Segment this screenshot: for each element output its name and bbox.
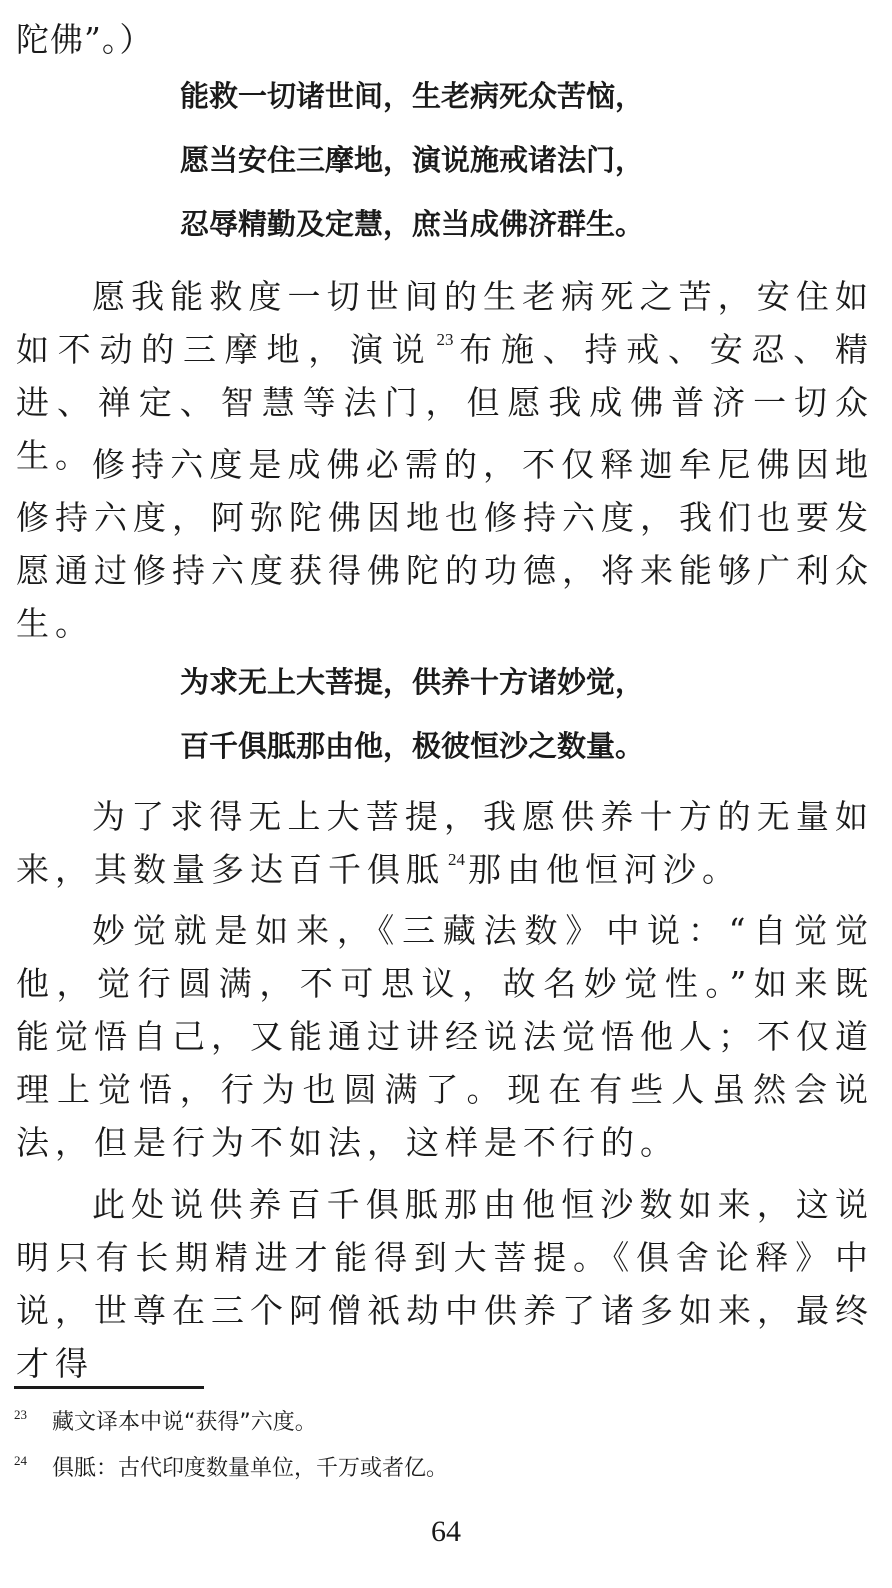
verse-line: 为求无上大菩提，供养十方诸妙觉， (180, 665, 645, 699)
verse-line: 愿当安住三摩地，演说施戒诸法门， (180, 143, 645, 177)
verse-line: 百千俱胝那由他，极彼恒沙之数量。 (180, 729, 645, 763)
paragraph-text: 愿我能救度一切世间的生老病死之苦，安住如如不动的三摩地，演说 (16, 277, 874, 369)
footnote-number: 24 (14, 1453, 27, 1468)
body-paragraph: 此处说供养百千俱胝那由他恒沙数如来，这说明只有长期精进才能得到大菩提。《俱舍论释》中说，世尊在三个阿僧祇劫中供养了诸多如来，最终才得 (16, 1185, 874, 1383)
footnote (14, 1400, 317, 1438)
footnote-ref: 24 (448, 850, 465, 869)
footnote-ref: 23 (436, 330, 454, 349)
footnote-number: 23 (14, 1407, 27, 1422)
paragraph-text: 布施、持戒、安忍、精进、禅定、智慧等法门，但愿我成佛普济一切众生。 (16, 330, 874, 475)
footnote (14, 1446, 448, 1484)
footnote-text: 俱胝：古代印度数量单位，千万或者亿。 (52, 1456, 449, 1481)
paragraph-text: 那由他恒河沙。 (468, 850, 741, 889)
body-paragraph (16, 790, 874, 896)
footnote-text: 藏文译本中说“获得”六度。 (52, 1410, 317, 1435)
page-number: 64 (431, 1515, 461, 1548)
verse-line: 忍辱精勤及定慧，庶当成佛济群生。 (180, 207, 645, 241)
body-paragraph: 妙觉就是如来，《三藏法数》中说：“自觉觉他，觉行圆满，不可思议，故名妙觉性。”如来既能觉悟自己，又能通过讲经说法觉悟他人；不仅道理上觉悟，行为也圆满了。现在有些人虽然会说法，但是行为不如法，这样是不行的。 (16, 911, 874, 1162)
footnote-divider (14, 1386, 204, 1389)
body-paragraph: 修持六度是成佛必需的，不仅释迦牟尼佛因地修持六度，阿弥陀佛因地也修持六度，我们也要发愿通过修持六度获得佛陀的功德，将来能够广利众生。 (16, 445, 874, 643)
continuation-text: 陀佛”。） (16, 20, 154, 59)
verse-line: 能救一切诸世间，生老病死众苦恼， (180, 79, 645, 113)
paragraph-text: 为了求得无上大菩提，我愿供养十方的无量如来，其数量多达百千俱胝 (16, 797, 874, 889)
